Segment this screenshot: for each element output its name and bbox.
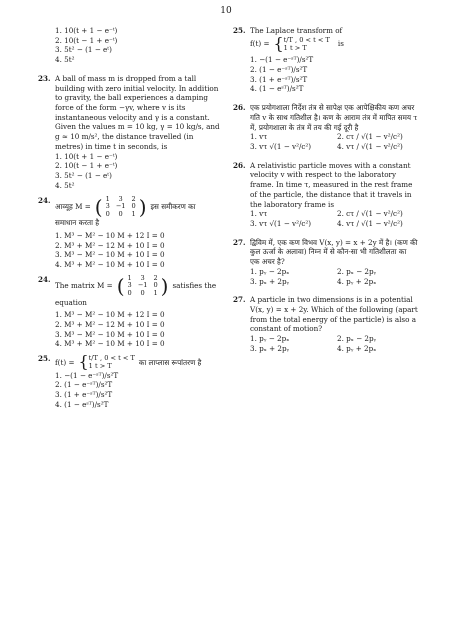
question-text: द्विविम में, एक कण विभव V(x, y) = x + 2y में है। (कण की कुल ऊर्जा के अलावा) निम्न में से कौन-सा भी गतिशीलता का एक अचर है? bbox=[250, 237, 418, 267]
question-25-hindi bbox=[38, 354, 223, 409]
option: 2. (1 − e⁻ˢᵀ)/s²T bbox=[55, 380, 113, 390]
matrix-cell: 0 bbox=[105, 209, 110, 218]
option: 4. (1 − eˢᵀ)/s²T bbox=[250, 84, 304, 94]
option: 4. pᵧ + 2pₓ bbox=[337, 343, 377, 353]
question-25-english bbox=[233, 26, 418, 94]
option: 2. pₓ − 2pᵧ bbox=[337, 266, 377, 276]
question-26-hindi bbox=[233, 103, 418, 152]
option: 4. vτ / √(1 − v²/c²) bbox=[337, 218, 403, 228]
matrix-cell: 0 bbox=[118, 209, 123, 218]
option: 1. pᵧ − 2pₓ bbox=[250, 266, 290, 276]
option: 4. 5t² bbox=[55, 55, 75, 65]
option: 3. (1 + e⁻ˢᵀ)/s²T bbox=[55, 390, 113, 400]
option: 4. (1 − eˢᵀ)/s²T bbox=[55, 399, 109, 409]
question-number: 24. bbox=[38, 274, 51, 284]
question-number: 25. bbox=[38, 354, 51, 364]
statement-tail: समाधान करता है bbox=[55, 218, 100, 228]
piecewise-function: { t/T , 0 < t < T 1 t > T bbox=[78, 352, 135, 372]
question-number: 25. bbox=[233, 26, 246, 35]
question-number: 26. bbox=[233, 160, 246, 170]
matrix-cell: 2 bbox=[153, 273, 158, 282]
statement-suffix: इस समीकरण का bbox=[150, 202, 196, 211]
option: 3. pₓ + 2pᵧ bbox=[250, 276, 290, 286]
matrix-cell: 3 bbox=[118, 194, 123, 203]
matrix-cell: −1 bbox=[137, 281, 148, 290]
option: 4. 5t² bbox=[55, 180, 75, 190]
piecewise-statement bbox=[55, 354, 223, 370]
option: 2. pₓ − 2pᵧ bbox=[337, 334, 377, 344]
matrix-cell: 3 bbox=[127, 281, 132, 290]
piecewise-row: t/T , 0 < t < T bbox=[88, 354, 135, 363]
option: 2. cτ / √(1 − v²/c²) bbox=[337, 132, 403, 142]
statement-suffix: is bbox=[337, 39, 344, 49]
options-grid bbox=[250, 334, 418, 353]
question-text: एक प्रयोगशाला निर्देश तंत्र से सापेक्ष एक आपेक्षिकीय कण अचर गति v के साथ गतिशील है। कण के आराम तंत्र में मापित समय τ में, प्रयोगशाला के तंत्र में तय की गई दूरी है bbox=[250, 103, 418, 132]
question-text: The Laplace transform of bbox=[250, 26, 343, 35]
options-grid bbox=[250, 209, 418, 228]
option: 2. 10(t − 1 + e⁻ᵗ) bbox=[55, 161, 118, 171]
matrix-cell: 0 bbox=[153, 281, 158, 290]
matrix: ( 1 3 2 3 −1 0 0 0 1 ) bbox=[116, 273, 169, 299]
matrix-cell: 0 bbox=[140, 288, 145, 297]
matrix-cell: 0 bbox=[127, 288, 132, 297]
option: 2. M³ + M² − 12 M + 10 I = 0 bbox=[55, 320, 165, 329]
option: 3. M³ − M² − 10 M + 10 I = 0 bbox=[55, 250, 165, 260]
question-text: A particle in two dimensions is in a potential V(x, y) = x + 2y. Which of the following (apart from the total energy of the particle) is also a constant of motion? bbox=[250, 295, 418, 334]
matrix-cell: 1 bbox=[131, 209, 136, 218]
piecewise-statement bbox=[250, 33, 418, 53]
options-grid bbox=[250, 132, 418, 151]
option: 1. vτ bbox=[250, 132, 268, 142]
option: 1. vτ bbox=[250, 209, 268, 219]
option: 4. M³ + M² − 10 M + 10 I = 0 bbox=[55, 260, 165, 270]
matrix-cell: 1 bbox=[153, 288, 158, 297]
right-column bbox=[233, 26, 418, 354]
option: 2. cτ / √(1 − v²/c²) bbox=[337, 209, 403, 219]
option: 4. vτ / √(1 − v²/c²) bbox=[337, 141, 403, 151]
options-grid bbox=[250, 267, 418, 286]
option: 3. 5t² − (1 − eᵗ) bbox=[55, 45, 112, 55]
option: 3. 5t² − (1 − eᵗ) bbox=[55, 171, 112, 181]
option: 1. −(1 − e⁻ˢᵀ)/s²T bbox=[250, 55, 314, 65]
matrix-cell: 1 bbox=[127, 273, 132, 282]
statement-suffix: का लाप्लास रूपांतरण है bbox=[138, 357, 202, 367]
option: 3. (1 + e⁻ˢᵀ)/s²T bbox=[250, 74, 308, 84]
matrix-cell: 0 bbox=[131, 202, 136, 211]
option: 1. 10(t + 1 − e⁻ᵗ) bbox=[55, 151, 118, 161]
option: 1. pᵧ − 2pₓ bbox=[250, 334, 290, 344]
matrix: ( 1 3 2 3 −1 0 0 0 1 ) bbox=[94, 194, 147, 219]
statement-prefix: The matrix M = bbox=[55, 281, 113, 291]
statement-suffix: satisfies the bbox=[172, 281, 217, 291]
question-23 bbox=[38, 74, 223, 191]
function-label: f(t) = bbox=[55, 357, 75, 367]
question-number: 23. bbox=[38, 73, 51, 83]
function-label: f(t) = bbox=[250, 39, 270, 49]
question-number: 26. bbox=[233, 103, 246, 113]
matrix-statement bbox=[55, 275, 223, 298]
question-27-english bbox=[233, 295, 418, 353]
option: 4. pᵧ + 2pₓ bbox=[337, 276, 377, 286]
matrix-cell: 3 bbox=[105, 202, 110, 211]
option: 4. M³ + M² − 10 M + 10 I = 0 bbox=[55, 339, 165, 349]
option: 1. M³ − M² − 10 M + 12 I = 0 bbox=[55, 230, 165, 240]
question-24-hindi bbox=[38, 196, 223, 270]
option: 3. vτ √(1 − v²/c²) bbox=[250, 218, 312, 228]
q22-tail-options bbox=[38, 26, 223, 65]
option: 1. M³ − M² − 10 M + 12 I = 0 bbox=[55, 310, 165, 320]
option: 3. pₓ + 2pᵧ bbox=[250, 343, 290, 353]
option: 2. 10(t − 1 + e⁻ᵗ) bbox=[55, 35, 118, 45]
option: 1. 10(t + 1 − e⁻ᵗ) bbox=[55, 26, 118, 35]
matrix-cell: 1 bbox=[105, 194, 110, 203]
option: 3. vτ √(1 − v²/c²) bbox=[250, 141, 312, 151]
question-number: 27. bbox=[233, 295, 246, 305]
piecewise-row: t/T , 0 < t < T bbox=[283, 35, 330, 44]
question-text: A ball of mass m is dropped from a tall building with zero initial velocity. In addition to gravity, the ball experiences a damping force of the form −γv, where v is its instantaneous velocity and γ is a constant. Given the values m = 10 kg, γ = 10 kg/s, and g ≈ 10 m/s², the distance travelled (in metres) in time t in seconds, is bbox=[55, 73, 220, 151]
option: 3. M³ − M² − 10 M + 10 I = 0 bbox=[55, 329, 165, 339]
option: 1. −(1 − e⁻ˢᵀ)/s²T bbox=[55, 370, 119, 380]
question-26-english bbox=[233, 161, 418, 229]
question-number: 27. bbox=[233, 237, 246, 247]
matrix-statement bbox=[55, 196, 223, 219]
question-number: 24. bbox=[38, 195, 51, 205]
page-number: 10 bbox=[220, 6, 232, 16]
matrix-cell: 2 bbox=[131, 194, 136, 203]
left-column bbox=[38, 26, 223, 410]
question-text: A relativistic particle moves with a constant velocity v with respect to the laboratory frame. In time τ, measured in the rest frame of the particle, the distance that it travels in the laboratory frame is bbox=[250, 160, 413, 209]
statement-tail: equation bbox=[55, 297, 87, 307]
piecewise-row: 1 t > T bbox=[88, 362, 112, 371]
piecewise-row: 1 t > T bbox=[283, 43, 307, 52]
matrix-cell: −1 bbox=[115, 202, 126, 211]
question-24-english bbox=[38, 275, 223, 349]
option: 2. (1 − e⁻ˢᵀ)/s²T bbox=[250, 64, 308, 74]
matrix-cell: 3 bbox=[140, 273, 145, 282]
statement-prefix: आव्यूह M = bbox=[55, 202, 91, 211]
option: 2. M³ + M² − 12 M + 10 I = 0 bbox=[55, 240, 165, 250]
piecewise-function: { t/T , 0 < t < T 1 t > T bbox=[273, 33, 330, 53]
question-27-hindi bbox=[233, 238, 418, 287]
